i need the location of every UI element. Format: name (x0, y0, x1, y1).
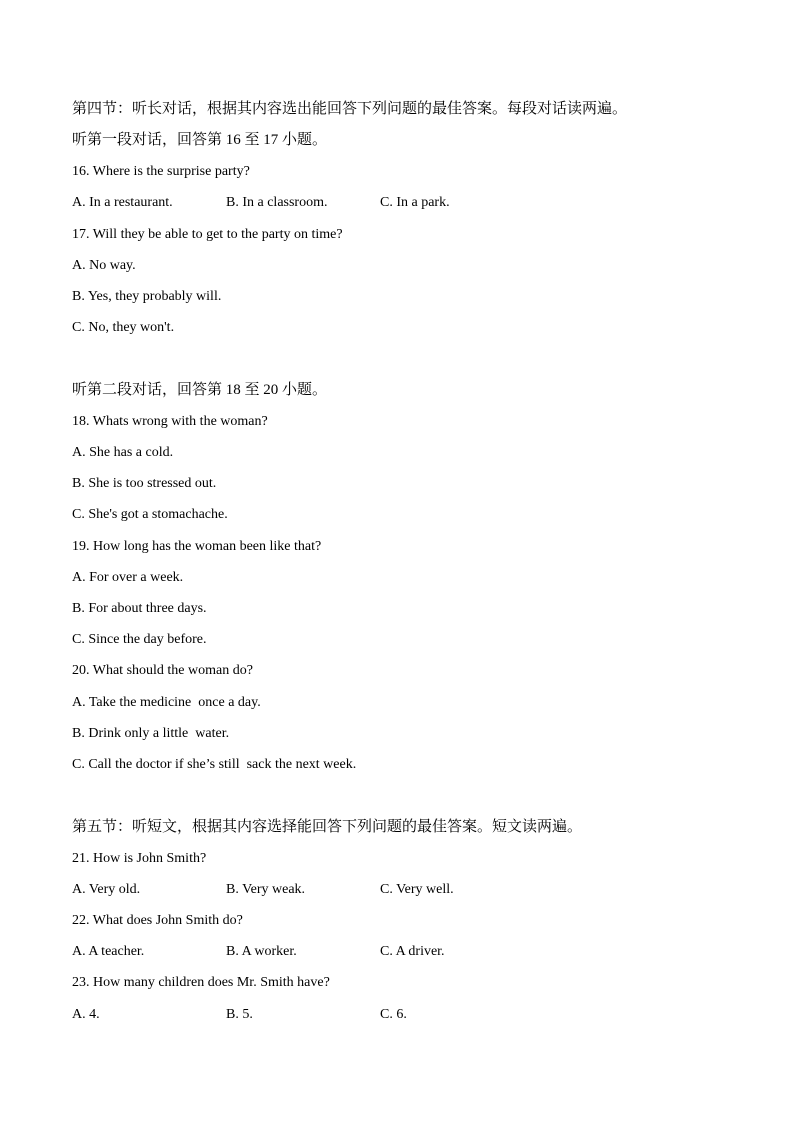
question-21: 21. How is John Smith? (72, 851, 207, 866)
question-17-option-c: C. No, they won't. (72, 320, 175, 335)
question-18-option-a: A. She has a cold. (72, 445, 174, 460)
question-16-option-c: C. In a park. (380, 195, 450, 210)
section-5-heading: 第五节：听短文，根据其内容选择能回答下列问题的最佳答案。短文读两遍。 (72, 819, 583, 835)
question-19-option-b: B. For about three days. (72, 601, 207, 616)
question-20-option-c: C. Call the doctor if she’s still sack the next week. (72, 757, 357, 772)
question-22: 22. What does John Smith do? (72, 913, 243, 928)
question-21-option-b: B. Very weak. (226, 882, 306, 897)
question-17-option-b: B. Yes, they probably will. (72, 289, 222, 304)
question-20: 20. What should the woman do? (72, 663, 253, 678)
question-22-option-c: C. A driver. (380, 944, 445, 959)
question-16-option-a: A. In a restaurant. (72, 195, 173, 210)
question-21-option-c: C. Very well. (380, 882, 454, 897)
question-19: 19. How long has the woman been like that? (72, 539, 322, 554)
question-19-option-a: A. For over a week. (72, 570, 184, 585)
section-4-heading: 第四节：听长对话，根据其内容选出能回答下列问题的最佳答案。每段对话读两遍。 (72, 101, 628, 117)
question-22-option-b: B. A worker. (226, 944, 297, 959)
question-17-option-a: A. No way. (72, 258, 136, 273)
question-22-option-a: A. A teacher. (72, 944, 145, 959)
question-23-option-a: A. 4. (72, 1007, 100, 1022)
question-21-option-a: A. Very old. (72, 882, 141, 897)
question-17: 17. Will they be able to get to the party on time? (72, 227, 343, 242)
question-19-option-c: C. Since the day before. (72, 632, 207, 647)
question-23-option-b: B. 5. (226, 1007, 253, 1022)
question-16-option-b: B. In a classroom. (226, 195, 328, 210)
question-20-option-a: A. Take the medicine once a day. (72, 695, 261, 710)
question-23: 23. How many children does Mr. Smith have? (72, 975, 330, 990)
question-18-option-b: B. She is too stressed out. (72, 476, 217, 491)
question-18-option-c: C. She's got a stomachache. (72, 507, 228, 522)
question-23-option-c: C. 6. (380, 1007, 407, 1022)
question-18: 18. Whats wrong with the woman? (72, 414, 268, 429)
dialogue-1-instruction: 听第一段对话，回答第 16 至 17 小题。 (72, 132, 328, 148)
question-20-option-b: B. Drink only a little water. (72, 726, 230, 741)
question-16: 16. Where is the surprise party? (72, 164, 250, 179)
dialogue-2-instruction: 听第二段对话，回答第 18 至 20 小题。 (72, 382, 328, 398)
